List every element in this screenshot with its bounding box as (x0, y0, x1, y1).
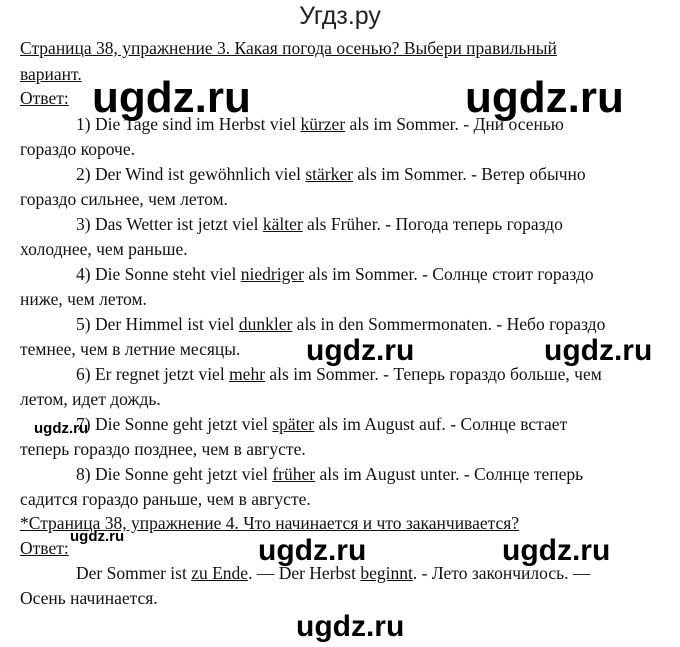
answer-word: zu Ende (191, 563, 249, 583)
watermark: ugdz.ru (502, 534, 611, 567)
answer-item: 3) Das Wetter ist jetzt viel kälter als Früher. - Погода теперь гораздо (76, 214, 563, 234)
watermark: ugdz.ru (306, 334, 415, 367)
answer-word: mehr (229, 364, 266, 384)
answer-item-cont: гораздо сильнее, чем летом. (20, 189, 228, 209)
answer-item-cont: ниже, чем летом. (20, 289, 147, 309)
answer-item-cont: летом, идет дождь. (20, 389, 161, 409)
answer-label: Ответ: (20, 88, 69, 108)
watermark: ugdz.ru (296, 610, 405, 643)
answer-label: Ответ: (20, 538, 69, 558)
watermark: ugdz.ru (70, 528, 125, 545)
answer-item: 2) Der Wind ist gewöhnlich viel stärker als im Sommer. - Ветер обычно (76, 164, 586, 184)
exercise4-heading: *Страница 38, упражнение 4. Что начинается и что заканчивается? (20, 513, 520, 533)
answer-item: 1) Die Tage sind im Herbst viel kürzer als im Sommer. - Дни осенью (76, 114, 564, 134)
answer-item-cont: гораздо короче. (20, 139, 135, 159)
answer-word: kälter (262, 214, 303, 234)
answer-item: 5) Der Himmel ist viel dunkler als in den Sommermonaten. - Небо гораздо (76, 314, 606, 334)
answer-word: niedriger (240, 264, 304, 284)
watermark: ugdz.ru (258, 534, 367, 567)
exercise3-heading: Страница 38, упражнение 3. Какая погода осенью? Выбери правильный (20, 38, 557, 58)
answer-item: Der Sommer ist zu Ende. — Der Herbst beginnt. - Лето закончилось. — (76, 563, 591, 583)
watermark: ugdz.ru (465, 73, 624, 122)
watermark: ugdz.ru (92, 73, 251, 122)
answer-item: 6) Er regnet jetzt viel mehr als im Sommer. - Теперь гораздо больше, чем (76, 364, 602, 384)
answer-word: früher (272, 464, 316, 484)
answer-word: dunkler (238, 314, 293, 334)
answer-item: 7) Die Sonne geht jetzt viel später als im August auf. - Солнце встает (76, 414, 568, 434)
watermark: ugdz.ru (544, 334, 653, 367)
answer-item-cont: теперь гораздо позднее, чем в августе. (20, 439, 306, 459)
answer-word: stärker (305, 164, 353, 184)
answer-item: 8) Die Sonne geht jetzt viel früher als im August unter. - Солнце теперь (76, 464, 584, 484)
answer-word: beginnt (360, 563, 413, 583)
answer-item: 4) Die Sonne steht viel niedriger als im Sommer. - Солнце стоит гораздо (76, 264, 594, 284)
watermark: ugdz.ru (34, 420, 89, 437)
answer-item-cont: холоднее, чем раньше. (20, 239, 188, 259)
site-title: Угдз.ру (299, 2, 381, 30)
answer-word: später (272, 414, 315, 434)
answer-item-cont: садится гораздо раньше, чем в августе. (20, 489, 311, 509)
exercise3-heading-cont: вариант. (20, 64, 82, 84)
answer-item-cont: Осень начинается. (20, 588, 158, 608)
answer-word: kürzer (300, 114, 346, 134)
answer-item-cont: темнее, чем в летние месяцы. (20, 339, 241, 359)
